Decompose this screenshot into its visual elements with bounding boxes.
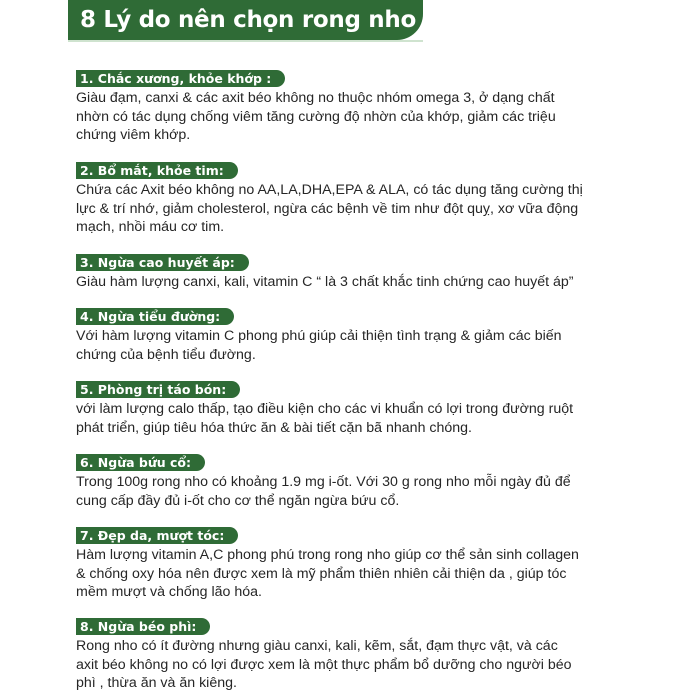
reason-7-line-3: mềm mượt và chống lão hóa.	[76, 584, 262, 600]
reason-5-line-2: phát triển, giúp tiêu hóa thức ăn & bài tiết cặn bã nhanh chóng.	[76, 419, 472, 436]
reason-2-heading: 2. Bổ mắt, khỏe tim:	[76, 162, 238, 179]
reason-5-line-1: với làm lượng calo thấp, tạo điều kiện cho các vi khuẩn có lợi trong đường ruột	[76, 401, 574, 417]
reason-7-body	[76, 546, 636, 602]
page-title: 8 Lý do nên chọn rong nho	[80, 7, 416, 33]
reason-3	[76, 254, 636, 292]
reason-7	[76, 527, 636, 602]
reason-5	[76, 381, 636, 437]
reason-2-line-1: Chứa các Axit béo không no AA,LA,DHA,EPA & ALA, có tác dụng tăng cường thị	[76, 182, 583, 198]
reason-6-line-1: Trong 100g rong nho có khoảng 1.9 mg i-ốt. Với 30 g rong nho mỗi ngày đủ để	[76, 474, 571, 490]
reason-1-body	[76, 89, 636, 145]
reason-3-body	[76, 273, 636, 292]
reason-6-body	[76, 473, 636, 510]
reason-8-body	[76, 637, 636, 691]
title-underline	[68, 40, 423, 42]
reason-4-body	[76, 327, 636, 364]
title-banner	[68, 0, 423, 40]
reason-2-body	[76, 181, 636, 237]
reason-7-line-2: & chống oxy hóa nên được xem là mỹ phẩm thiên nhiên cải thiện da , giúp tóc	[76, 565, 567, 582]
reason-6-line-2: cung cấp đầy đủ i-ốt cho cơ thể ngăn ngừa bứu cổ.	[76, 492, 400, 509]
reason-8-heading: 8. Ngừa béo phì:	[76, 618, 210, 635]
reason-1-line-1: Giàu đạm, canxi & các axit béo không no thuộc nhóm omega 3, ở dạng chất	[76, 90, 555, 106]
reason-8	[76, 618, 636, 691]
reason-7-heading: 7. Đẹp da, mượt tóc:	[76, 527, 238, 544]
reason-3-heading: 3. Ngừa cao huyết áp:	[76, 254, 249, 271]
reason-2-line-3: mạch, nhồi máu cơ tim.	[76, 219, 225, 235]
reason-6	[76, 454, 636, 510]
reason-8-line-1: Rong nho có ít đường nhưng giàu canxi, kali, kẽm, sắt, đạm thực vật, và các	[76, 638, 558, 654]
reason-1-heading: 1. Chắc xương, khỏe khớp :	[76, 70, 285, 87]
reason-1-line-3: chứng viêm khớp.	[76, 127, 191, 143]
reason-2	[76, 162, 636, 237]
reason-1-line-2: nhờn có tác dụng chống viêm tăng cường độ nhờn của khớp, giảm các triệu	[76, 108, 556, 125]
reason-4-line-2: chứng của bệnh tiểu đường.	[76, 346, 256, 363]
reason-5-heading: 5. Phòng trị táo bón:	[76, 381, 240, 398]
reason-4-line-1: Với hàm lượng vitamin C phong phú giúp cải thiện tình trạng & giảm các biến	[76, 328, 562, 344]
reason-3-line-1: Giàu hàm lượng canxi, kali, vitamin C “ là 3 chất khắc tinh chứng cao huyết áp”	[76, 274, 574, 290]
reason-2-line-2: lực & trí nhớ, giảm cholesterol, ngừa các bệnh về tim như đột quỵ, xơ vữa động	[76, 200, 579, 217]
reason-4-heading: 4. Ngừa tiểu đường:	[76, 308, 234, 325]
reason-6-heading: 6. Ngừa bứu cổ:	[76, 454, 205, 471]
reason-1	[76, 70, 636, 145]
reason-8-line-2: axit béo không no có lợi được xem là một thực phẩm bổ dưỡng cho người béo	[76, 656, 572, 673]
reason-8-line-3: phì , thừa ăn và ăn kiêng.	[76, 675, 237, 691]
reason-4	[76, 308, 636, 364]
reason-5-body	[76, 400, 636, 437]
reason-7-line-1: Hàm lượng vitamin A,C phong phú trong rong nho giúp cơ thể sản sinh collagen	[76, 547, 579, 563]
